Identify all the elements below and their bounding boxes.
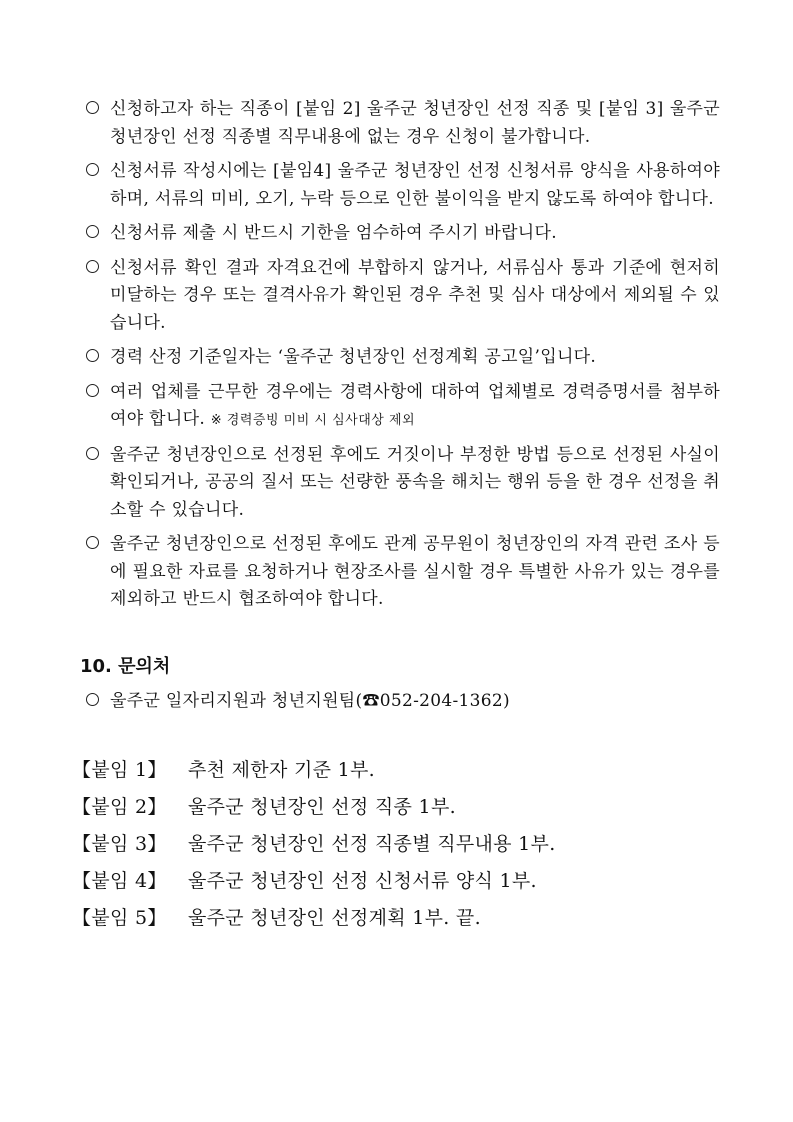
list-item bbox=[80, 344, 720, 372]
attachment-label: 【붙임 3】 bbox=[72, 833, 167, 855]
circle-bullet-icon bbox=[86, 536, 99, 549]
list-item-text: 울주군 청년장인으로 선정된 후에도 관계 공무원이 청년장인의 자격 관련 조사 등에 필요한 자료를 요청하거나 현장조사를 실시할 경우 특별한 사유가 있는 경우를 제외하고 반드시 협조하여야 합니다. bbox=[110, 534, 720, 609]
attachment-text: 울주군 청년장인 선정계획 1부. 끝. bbox=[188, 907, 481, 929]
list-item bbox=[80, 688, 720, 716]
attachment-item bbox=[72, 863, 556, 900]
attachment-text: 울주군 청년장인 선정 직종 1부. bbox=[188, 796, 456, 818]
attachment-text: 추천 제한자 기준 1부. bbox=[188, 759, 375, 781]
list-item bbox=[80, 220, 720, 248]
contact-text: 울주군 일자리지원과 청년지원팀(☎052-204-1362) bbox=[110, 691, 510, 711]
circle-bullet-icon bbox=[86, 260, 99, 273]
attachment-item bbox=[72, 900, 556, 937]
list-item bbox=[80, 442, 720, 525]
attachment-label: 【붙임 2】 bbox=[72, 796, 167, 818]
list-item-main-text: 여러 업체를 근무한 경우에는 경력사항에 대하여 업체별로 경력증명서를 첨부하여야 합니다. bbox=[110, 381, 720, 429]
circle-bullet-icon bbox=[86, 384, 99, 397]
contact-info bbox=[80, 688, 720, 723]
list-item bbox=[80, 531, 720, 614]
circle-bullet-icon bbox=[86, 693, 99, 706]
attachment-item bbox=[72, 789, 556, 826]
attachment-label: 【붙임 4】 bbox=[72, 870, 167, 892]
evidence-note: ※ 경력증빙 미비 시 심사대상 제외 bbox=[210, 413, 416, 428]
notice-list bbox=[80, 96, 720, 621]
attachment-text: 울주군 청년장인 선정 직종별 직무내용 1부. bbox=[188, 833, 556, 855]
circle-bullet-icon bbox=[86, 225, 99, 238]
circle-bullet-icon bbox=[86, 163, 99, 176]
list-item-text: 신청서류 작성시에는 [붙임4] 울주군 청년장인 선정 신청서류 양식을 사용하여야 하며, 서류의 미비, 오기, 누락 등으로 인한 불이익을 받지 않도록 하여야 합니다. bbox=[110, 161, 720, 209]
list-item-text bbox=[110, 379, 720, 435]
list-item bbox=[80, 255, 720, 338]
list-item-text: 신청서류 제출 시 반드시 기한을 엄수하여 주시기 바랍니다. bbox=[110, 223, 557, 243]
attachment-list bbox=[72, 752, 556, 937]
attachment-label: 【붙임 1】 bbox=[72, 759, 167, 781]
list-item-text: 신청서류 확인 결과 자격요건에 부합하지 않거나, 서류심사 통과 기준에 현저히 미달하는 경우 또는 결격사유가 확인된 경우 추천 및 심사 대상에서 제외될 수 있습니다. bbox=[110, 257, 720, 333]
circle-bullet-icon bbox=[86, 447, 99, 460]
list-item-text: 울주군 청년장인으로 선정된 후에도 거짓이나 부정한 방법 등으로 선정된 사실이 확인되거나, 공공의 질서 또는 선량한 풍속을 해치는 행위 등을 한 경우 선정을 취소할 수 있습니다. bbox=[110, 444, 720, 520]
attachment-label: 【붙임 5】 bbox=[72, 907, 167, 929]
attachment-item bbox=[72, 752, 556, 789]
list-item bbox=[80, 96, 720, 151]
section-heading: 10. 문의처 bbox=[80, 656, 171, 677]
list-item-text: 경력 산정 기준일자는 ‘울주군 청년장인 선정계획 공고일’입니다. bbox=[110, 347, 597, 367]
attachment-text: 울주군 청년장인 선정 신청서류 양식 1부. bbox=[188, 870, 537, 892]
circle-bullet-icon bbox=[86, 349, 99, 362]
list-item bbox=[80, 379, 720, 435]
list-item-text: 신청하고자 하는 직종이 [붙임 2] 울주군 청년장인 선정 직종 및 [붙임 3] 울주군 청년장인 선정 직종별 직무내용에 없는 경우 신청이 불가합니다. bbox=[110, 99, 720, 147]
circle-bullet-icon bbox=[86, 101, 99, 114]
attachment-item bbox=[72, 826, 556, 863]
list-item bbox=[80, 158, 720, 213]
